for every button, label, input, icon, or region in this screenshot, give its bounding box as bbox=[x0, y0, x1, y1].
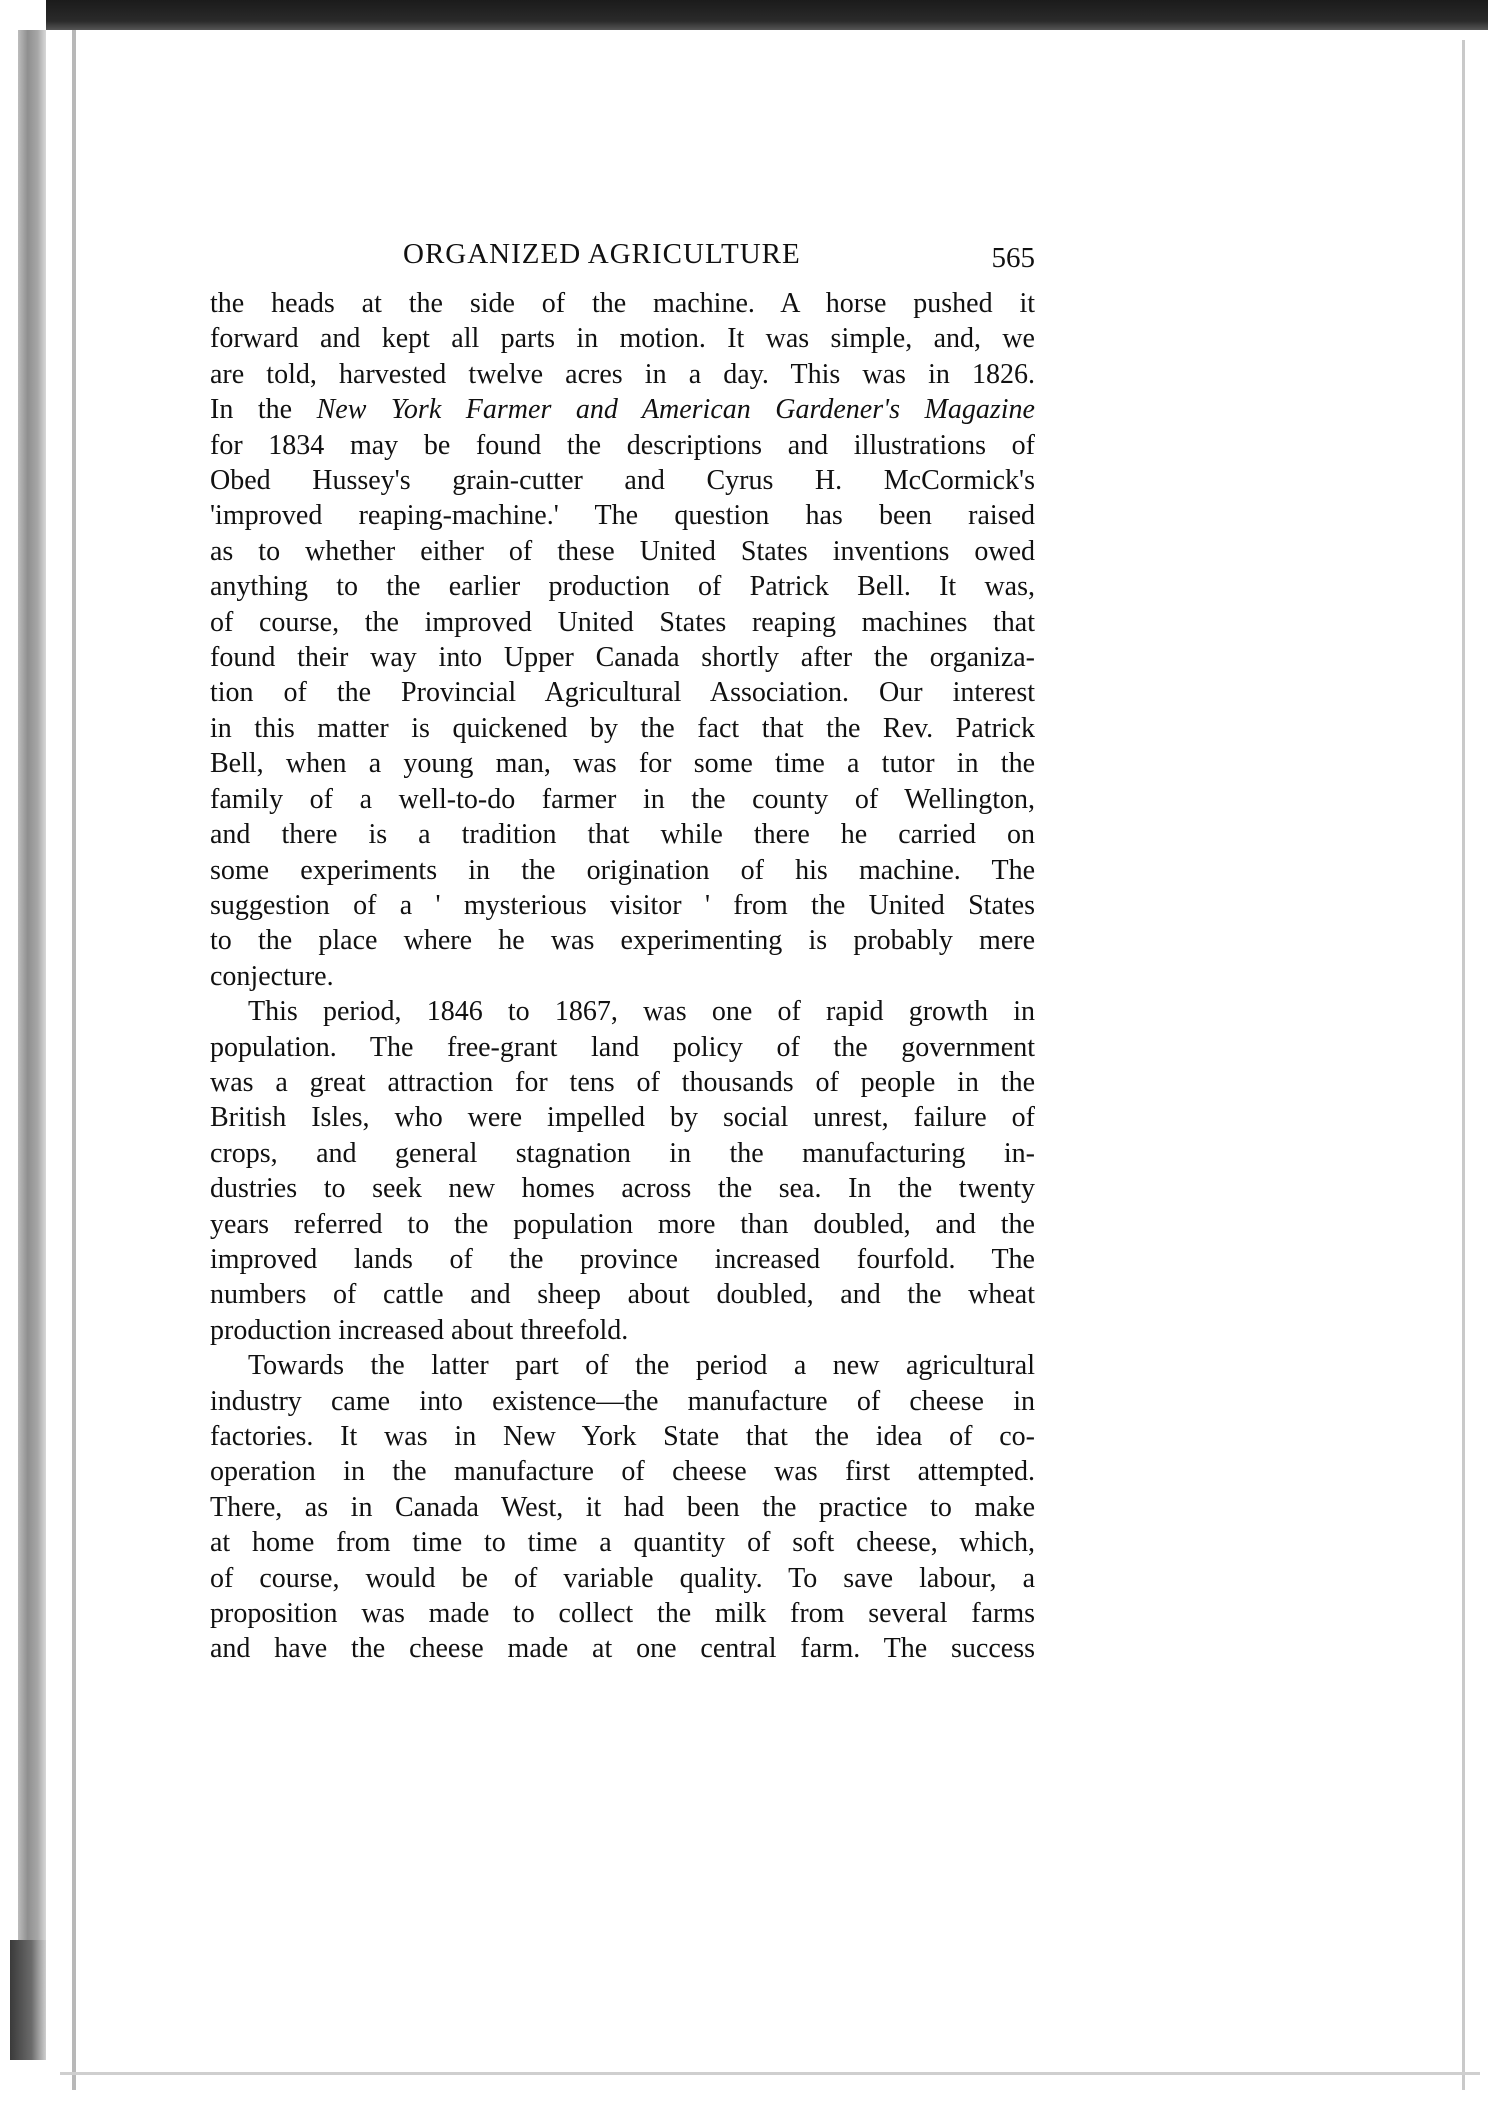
text-line: industry came into existence—the manufacture of cheese in bbox=[210, 1385, 1035, 1417]
text-line: suggestion of a ' mysterious visitor ' from the United States bbox=[210, 889, 1035, 921]
book-binding-shadow bbox=[18, 30, 46, 1940]
running-head-title: ORGANIZED AGRICULTURE bbox=[403, 238, 801, 270]
text-line: of course, would be of variable quality. To save labour, a bbox=[210, 1562, 1035, 1594]
text-line: crops, and general stagnation in the manufacturing in- bbox=[210, 1137, 1035, 1169]
text-line: improved lands of the province increased fourfold. The bbox=[210, 1243, 1035, 1275]
body-text bbox=[210, 286, 1035, 1667]
paragraph-3 bbox=[210, 1348, 1035, 1667]
text-line: 'improved reaping-machine.' The question has been raised bbox=[210, 500, 1035, 532]
paragraph-2 bbox=[210, 994, 1035, 1348]
page-bottom-edge-line bbox=[60, 2072, 1480, 2075]
text-line: some experiments in the origination of his machine. The bbox=[210, 854, 1035, 886]
text-line: to the place where he was experimenting is probably mere bbox=[210, 925, 1035, 957]
text-line: the heads at the side of the machine. A horse pushed it bbox=[210, 288, 1035, 319]
text-line: dustries to seek new homes across the sea. In the twenty bbox=[210, 1173, 1035, 1205]
page-number: 565 bbox=[991, 242, 1035, 274]
paragraph-1 bbox=[210, 286, 1035, 994]
text-line: of course, the improved United States reaping machines that bbox=[210, 606, 1035, 638]
text-line: in this matter is quickened by the fact that the Rev. Patrick bbox=[210, 712, 1035, 744]
text-line: factories. It was in New York State that the idea of co- bbox=[210, 1421, 1035, 1452]
text-line: production increased about threefold. bbox=[210, 1314, 629, 1346]
page-text-block bbox=[210, 238, 1035, 1667]
text-line: operation in the manufacture of cheese was first attempted. bbox=[210, 1456, 1035, 1488]
text-line: as to whether either of these United States inventions owed bbox=[210, 535, 1035, 567]
text-line: anything to the earlier production of Patrick Bell. It was, bbox=[210, 571, 1035, 603]
text-line: are told, harvested twelve acres in a day. This was in 1826. bbox=[210, 358, 1035, 390]
text-line: conjecture. bbox=[210, 960, 334, 992]
text-line: British Isles, who were impelled by social unrest, failure of bbox=[210, 1102, 1035, 1134]
text-line: forward and kept all parts in motion. It was simple, and, we bbox=[210, 323, 1035, 355]
page-left-edge-line bbox=[72, 30, 76, 2090]
text-line: Obed Hussey's grain-cutter and Cyrus H. McCormick's bbox=[210, 465, 1035, 497]
text-line: for 1834 may be found the descriptions and illustrations of bbox=[210, 429, 1035, 461]
text-line: proposition was made to collect the milk from several farms bbox=[210, 1598, 1035, 1630]
text-line: years referred to the population more than doubled, and the bbox=[210, 1208, 1035, 1240]
text-line-with-title bbox=[210, 392, 1035, 427]
text-line: and there is a tradition that while there he carried on bbox=[210, 819, 1035, 851]
text-line: at home from time to time a quantity of soft cheese, which, bbox=[210, 1527, 1035, 1559]
text-line: Towards the latter part of the period a new agricultural bbox=[248, 1350, 1035, 1382]
scan-top-edge bbox=[0, 0, 1488, 30]
text-line: was a great attraction for tens of thousands of people in the bbox=[210, 1066, 1035, 1098]
page-right-edge-line bbox=[1462, 40, 1465, 2090]
text-line: family of a well-to-do farmer in the county of Wellington, bbox=[210, 783, 1035, 815]
text-line: There, as in Canada West, it had been the practice to make bbox=[210, 1491, 1035, 1523]
magazine-title: New York Farmer and American Gardener's Magazine bbox=[316, 394, 1035, 426]
running-head bbox=[210, 238, 1035, 286]
text-line: and have the cheese made at one central farm. The success bbox=[210, 1633, 1035, 1665]
text-line: Bell, when a young man, was for some time a tutor in the bbox=[210, 748, 1035, 780]
text-line: tion of the Provincial Agricultural Association. Our interest bbox=[210, 677, 1035, 709]
text-line: numbers of cattle and sheep about doubled, and the wheat bbox=[210, 1279, 1035, 1311]
text-fragment: In the bbox=[210, 394, 317, 426]
book-binding-bottom bbox=[10, 1940, 46, 2060]
text-line: This period, 1846 to 1867, was one of rapid growth in bbox=[248, 996, 1035, 1028]
text-line: found their way into Upper Canada shortly after the organiza- bbox=[210, 642, 1035, 674]
text-line: population. The free-grant land policy of the government bbox=[210, 1031, 1035, 1063]
